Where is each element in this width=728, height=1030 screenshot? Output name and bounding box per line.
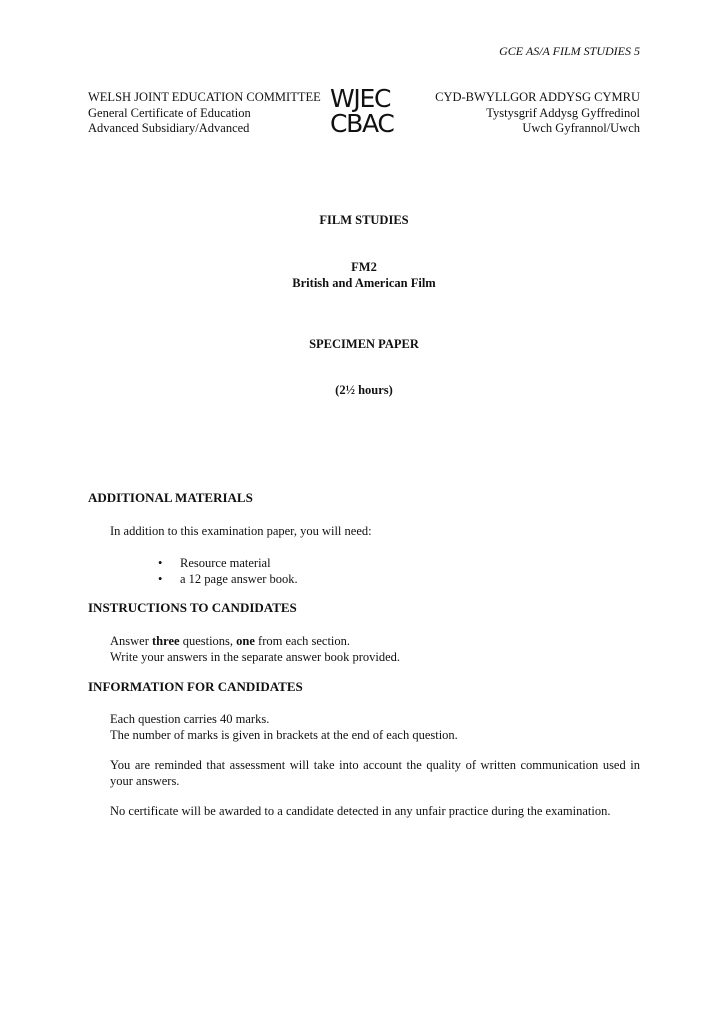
header-left-line2: General Certificate of Education xyxy=(88,105,251,120)
instructions-text-e: from each section. xyxy=(254,634,351,648)
instructions-heading: INSTRUCTIONS TO CANDIDATES xyxy=(88,600,297,615)
logo-top-text: WJEC xyxy=(330,84,391,113)
instructions-text-a: Answer xyxy=(110,634,153,648)
header-right-line2: Tystysgrif Addysg Gyffredinol xyxy=(486,105,640,120)
materials-list xyxy=(158,555,298,587)
information-unfair-practice-paragraph: No certificate will be awarded to a candidate detected in any unfair practice during the examination. xyxy=(110,804,611,818)
header-left-line1: WELSH JOINT EDUCATION COMMITTEE xyxy=(88,90,321,104)
paper-type: SPECIMEN PAPER xyxy=(309,337,419,351)
additional-materials-intro: In addition to this examination paper, you will need: xyxy=(110,524,372,538)
bullet-icon: • xyxy=(158,572,163,586)
duration: (2½ hours) xyxy=(335,383,393,397)
additional-materials-heading: ADDITIONAL MATERIALS xyxy=(88,490,253,505)
information-quality-paragraph: You are reminded that assessment will take into account the quality of written communication used in your answers. xyxy=(110,758,640,788)
unit-title: British and American Film xyxy=(292,276,436,290)
materials-item-2: a 12 page answer book. xyxy=(180,572,298,586)
bullet-icon: • xyxy=(158,556,163,570)
instructions-text-c: questions, xyxy=(179,634,237,648)
header-left-block xyxy=(88,90,321,137)
information-heading: INFORMATION FOR CANDIDATES xyxy=(88,679,303,694)
running-header: GCE AS/A FILM STUDIES 5 xyxy=(499,44,640,58)
header-right-line3: Uwch Gyfrannol/Uwch xyxy=(522,121,640,135)
instructions-line1 xyxy=(110,633,640,649)
logo-bottom-text: CBAC xyxy=(330,109,394,138)
instructions-emphasis-three: three xyxy=(152,634,180,648)
instructions-line2: Write your answers in the separate answer book provided. xyxy=(110,650,401,664)
header-left-line3: Advanced Subsidiary/Advanced xyxy=(88,121,250,135)
information-marks-line: Each question carries 40 marks. xyxy=(110,712,270,726)
information-brackets-line: The number of marks is given in brackets at the end of each question. xyxy=(110,728,458,742)
wjec-cbac-logo xyxy=(330,86,404,136)
instructions-emphasis-one: one xyxy=(236,634,255,648)
unit-code: FM2 xyxy=(351,260,377,274)
header-right-line1: CYD-BWYLLGOR ADDYSG CYMRU xyxy=(435,90,640,104)
header-right-block xyxy=(435,90,640,137)
list-item xyxy=(158,555,298,571)
paper-title: FILM STUDIES xyxy=(319,213,409,227)
materials-item-1: Resource material xyxy=(180,556,271,570)
list-item xyxy=(158,571,298,587)
